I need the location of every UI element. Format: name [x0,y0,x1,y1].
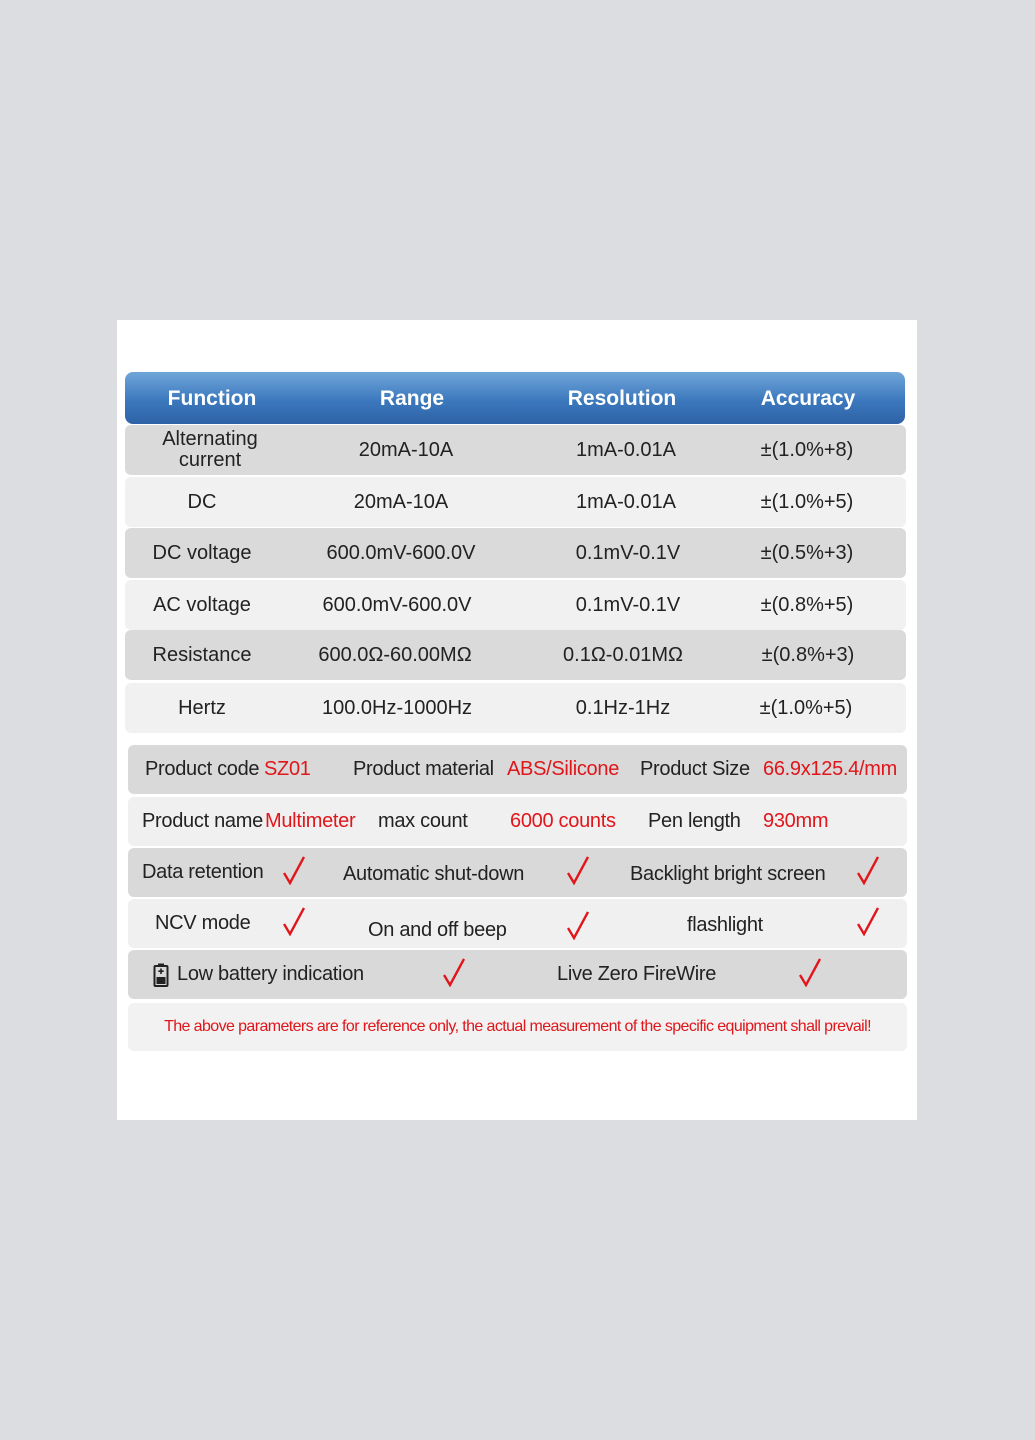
function-cell: Resistance [152,643,252,666]
resolution-cell: 0.1Hz-1Hz [575,696,671,719]
table-row [125,528,906,578]
table-row [125,477,906,527]
accuracy-cell: ±(1.0%+5) [759,696,853,719]
product-info-row [128,745,907,794]
function-cell: DC [187,490,217,513]
range-cell: 600.0Ω-60.00MΩ [318,643,472,666]
range-cell: 600.0mV-600.0V [326,541,476,564]
checkmark-icon [283,906,305,936]
checkmark-icon [799,957,821,987]
product-material-label: Product material [353,758,494,780]
resolution-cell: 0.1mV-0.1V [575,541,681,564]
beep-label: On and off beep [368,919,507,941]
checkmark-icon [857,906,879,936]
low-battery-label: Low battery indication [177,963,364,985]
range-cell: 20mA-10A [358,438,454,461]
checkmark-icon [567,910,589,940]
max-count-value: 6000 counts [510,810,616,832]
table-row [125,580,906,630]
range-cell: 20mA-10A [353,490,449,513]
table-row [125,683,906,733]
battery-icon [153,963,169,987]
accuracy-cell: ±(1.0%+5) [760,490,854,513]
accuracy-cell: ±(0.5%+3) [760,541,854,564]
checkmark-icon [857,855,879,885]
function-cell: DC voltage [152,541,252,564]
checkmark-icon [443,957,465,987]
table-header [125,372,905,424]
disclaimer-note: The above parameters are for reference only, the actual measurement of the specific equipment shall prevail! [128,1003,907,1051]
ncv-mode-label: NCV mode [155,912,251,934]
header-accuracy: Accuracy [760,387,856,410]
header-function: Function [167,387,257,410]
range-cell: 600.0mV-600.0V [322,593,472,616]
feature-row [128,848,907,897]
resolution-cell: 0.1mV-0.1V [575,593,681,616]
table-row [125,630,906,680]
flashlight-label: flashlight [687,914,763,936]
function-cell: Hertz [178,696,226,719]
auto-shutdown-label: Automatic shut-down [343,863,525,885]
pen-length-value: 930mm [763,810,829,832]
accuracy-cell: ±(0.8%+5) [760,593,854,616]
backlight-label: Backlight bright screen [630,863,826,885]
checkmark-icon [283,855,305,885]
product-size-value: 66.9x125.4/mm [763,758,897,780]
product-code-label: Product code [145,758,260,780]
function-cell: Alternating current [162,428,258,471]
feature-row [128,950,907,999]
data-retention-label: Data retention [142,861,264,883]
function-cell: AC voltage [153,593,251,616]
product-code-value: SZ01 [264,758,311,780]
checkmark-icon [567,855,589,885]
accuracy-cell: ±(0.8%+3) [761,643,855,666]
resolution-cell: 0.1Ω-0.01MΩ [563,643,683,666]
product-info-row [128,797,907,846]
feature-row [128,899,907,948]
table-row [125,425,906,475]
header-range: Range [379,387,445,410]
accuracy-cell: ±(1.0%+8) [760,438,854,461]
resolution-cell: 1mA-0.01A [575,438,677,461]
header-resolution: Resolution [567,387,677,410]
pen-length-label: Pen length [648,810,741,832]
product-size-label: Product Size [640,758,750,780]
max-count-label: max count [378,810,468,832]
product-name-value: Multimeter [265,810,356,832]
resolution-cell: 1mA-0.01A [575,490,677,513]
product-material-value: ABS/Silicone [507,758,620,780]
range-cell: 100.0Hz-1000Hz [321,696,473,719]
product-name-label: Product name [142,810,263,832]
live-zero-label: Live Zero FireWire [557,963,717,985]
